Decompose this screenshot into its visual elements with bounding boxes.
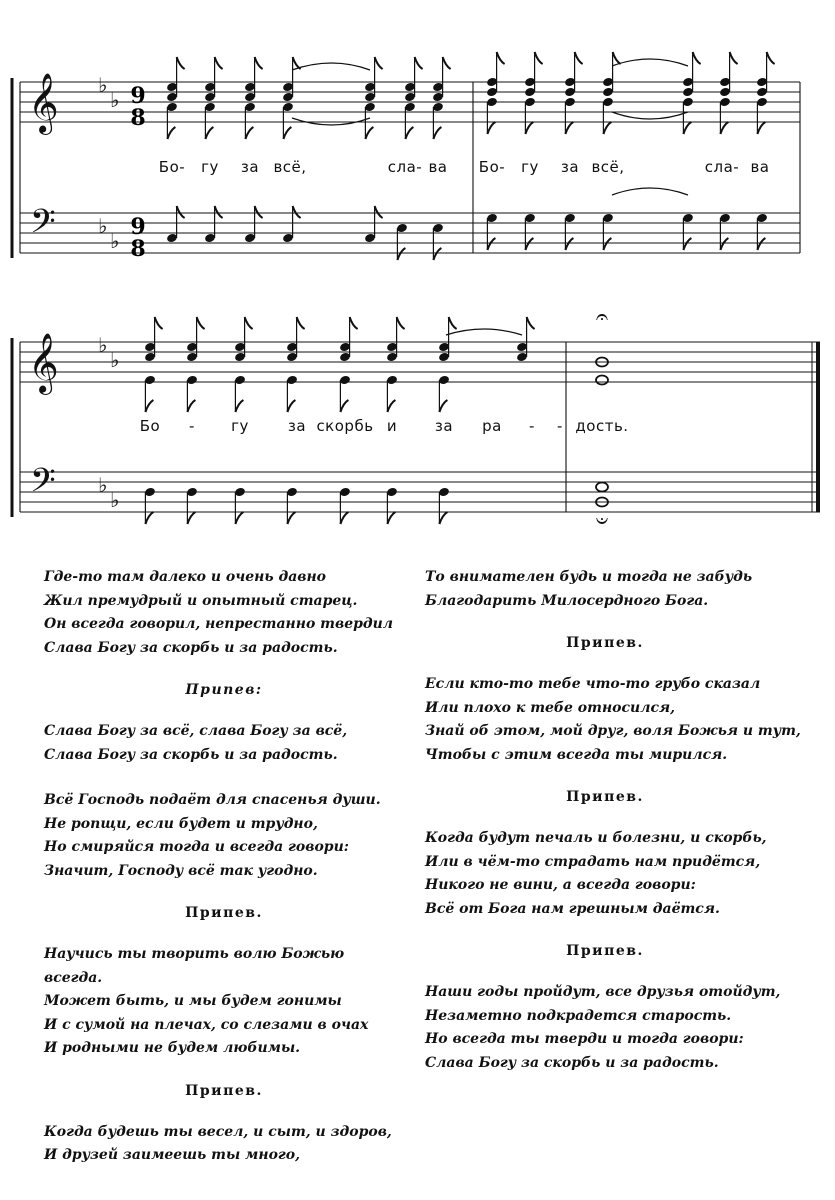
note-flag xyxy=(215,206,223,218)
stanza-line: Слава Богу за скорбь и за радость. xyxy=(44,746,338,763)
tie xyxy=(612,59,688,66)
flat-icon: ♭ xyxy=(98,214,108,238)
sheet-music xyxy=(0,0,835,540)
note-flag xyxy=(287,512,295,524)
flat-icon: ♭ xyxy=(110,348,120,372)
stanza xyxy=(425,566,805,613)
note-flag xyxy=(397,248,405,260)
note-flag xyxy=(525,238,533,250)
note-flag xyxy=(167,127,175,139)
stanza xyxy=(44,943,424,1061)
note-flag xyxy=(433,127,441,139)
stanza-line: Когда будут печаль и болезни, и скорбь, xyxy=(425,830,767,846)
lyric-syllable: Бо- xyxy=(158,158,186,176)
stanza-line: Слава Богу за скорбь и за радость. xyxy=(44,639,338,656)
time-sig-treble-bottom: 8 xyxy=(130,105,146,131)
stanza-line: Всё от Бога нам грешным даётся. xyxy=(425,900,720,917)
lyrics-left-column xyxy=(44,566,424,1190)
lyric-syllable: ва xyxy=(428,158,448,176)
note-flag xyxy=(527,317,535,329)
note-flag xyxy=(255,57,263,69)
note-flag xyxy=(757,238,765,250)
flat-icon: ♭ xyxy=(98,73,108,97)
note-flag xyxy=(535,52,543,64)
flat-icon: ♭ xyxy=(110,88,120,112)
flat-icon: ♭ xyxy=(110,488,120,512)
refrain-label: Припев. xyxy=(566,943,644,959)
note-flag xyxy=(235,512,243,524)
lyric-syllable: Бо- xyxy=(478,158,506,176)
stanza-line: Или в чём-то страдать нам придётся, xyxy=(425,853,761,870)
stanza-line: Если кто-то тебе что-то грубо сказал xyxy=(425,676,761,692)
lyric-syllable: всё, xyxy=(273,158,307,176)
note-flag xyxy=(603,122,611,134)
half-note-head xyxy=(596,376,608,385)
note-flag xyxy=(145,512,153,524)
lyrics-right-column xyxy=(425,566,805,1097)
note-flag xyxy=(197,317,205,329)
time-sig-bass-top: 9 xyxy=(130,214,146,240)
note-flag xyxy=(215,57,223,69)
bass-clef-icon: 𝄢 xyxy=(30,203,56,249)
refrain-label: Припев. xyxy=(566,635,644,651)
lyric-syllable: ва xyxy=(750,158,770,176)
note-flag xyxy=(397,317,405,329)
treble-clef-icon: 𝄞 xyxy=(28,333,59,393)
stanza-line: И друзей заимеешь ты много, xyxy=(44,1147,300,1163)
note-flag xyxy=(439,400,447,412)
treble-clef-icon: 𝄞 xyxy=(28,73,59,133)
note-flag xyxy=(145,400,153,412)
stanza-line: всегда. xyxy=(44,969,103,986)
note-flag xyxy=(575,52,583,64)
stanza-line: То внимателен будь и тогда не забудь xyxy=(425,569,753,585)
stanza-line: Не ропщи, если будет и трудно, xyxy=(44,815,318,832)
stanza-line: Но смиряйся тогда и всегда говори: xyxy=(44,839,349,855)
note-flag xyxy=(443,57,451,69)
note-flag xyxy=(297,317,305,329)
note-flag xyxy=(525,122,533,134)
note-flag xyxy=(405,127,413,139)
stanza xyxy=(44,566,424,660)
stanza-line: Значит, Господу всё так угодно. xyxy=(44,862,318,879)
note-flag xyxy=(449,317,457,329)
note-flag xyxy=(439,512,447,524)
refrain-label: Припев. xyxy=(185,1082,263,1099)
lyric-syllable: за xyxy=(287,417,307,435)
lyric-syllable: всё, xyxy=(591,158,625,176)
stanza-line: Жил премудрый и опытный старец. xyxy=(44,592,358,609)
note-flag xyxy=(497,52,505,64)
tie xyxy=(292,63,370,70)
lyric-syllable: за xyxy=(240,158,260,176)
note-flag xyxy=(245,317,253,329)
note-flag xyxy=(387,512,395,524)
stanza xyxy=(44,720,424,767)
note-flag xyxy=(757,122,765,134)
time-sig-treble-top: 9 xyxy=(130,83,146,109)
lyric-syllable: гу xyxy=(201,158,219,176)
lyric-syllable: и xyxy=(386,417,398,435)
note-flag xyxy=(293,206,301,218)
flat-icon: ♭ xyxy=(110,229,120,253)
flat-icon: ♭ xyxy=(98,473,108,497)
stanza xyxy=(44,1121,424,1168)
note-flag xyxy=(683,238,691,250)
note-flag xyxy=(245,127,253,139)
note-flag xyxy=(487,238,495,250)
note-flag xyxy=(720,238,728,250)
stanza xyxy=(44,789,424,883)
half-note-head xyxy=(596,483,608,492)
tie xyxy=(612,112,688,119)
stanza xyxy=(425,981,805,1075)
stanza-line: Но всегда ты тверди и тогда говори: xyxy=(425,1031,744,1047)
lyric-syllable: сла- xyxy=(704,158,740,176)
note-flag xyxy=(340,400,348,412)
note-flag xyxy=(187,400,195,412)
lyric-syllable: - xyxy=(189,417,195,435)
tie xyxy=(446,329,522,335)
stanza-line: И родными не будем любимы. xyxy=(44,1040,301,1056)
stanza-line: Слава Богу за всё, слава Богу за всё, xyxy=(44,723,348,739)
stanza-line: Может быть, и мы будем гонимы xyxy=(44,993,342,1009)
note-flag xyxy=(693,52,701,64)
note-flag xyxy=(255,206,263,218)
note-flag xyxy=(613,52,621,64)
stanza-line: Когда будешь ты весел, и сыт, и здоров, xyxy=(44,1123,392,1140)
note-flag xyxy=(155,317,163,329)
lyric-syllable: Бо xyxy=(139,417,161,435)
stanza-line: Слава Богу за скорбь и за радость. xyxy=(425,1054,719,1071)
stanza-line: Научись ты творить волю Божью xyxy=(44,946,345,962)
stanza-line: Чтобы с этим всегда ты мирился. xyxy=(425,746,728,763)
note-flag xyxy=(205,127,213,139)
note-flag xyxy=(603,238,611,250)
stanza xyxy=(425,827,805,921)
time-sig-bass-bottom: 8 xyxy=(130,236,146,262)
lyric-syllable: гу xyxy=(521,158,539,176)
stanza-line: Никого не вини, а всегда говори: xyxy=(425,877,696,893)
lyric-syllable: - xyxy=(557,417,563,435)
lyric-syllable: скорбь xyxy=(316,417,374,435)
note-flag xyxy=(415,57,423,69)
note-flag xyxy=(177,57,185,69)
note-flag xyxy=(177,206,185,218)
bass-clef-icon: 𝄢 xyxy=(30,462,56,508)
lyric-syllable: сла- xyxy=(387,158,423,176)
lyric-syllable: за xyxy=(434,417,454,435)
fermata-icon: 𝄐 xyxy=(595,508,609,533)
note-flag xyxy=(187,512,195,524)
lyric-syllable: за xyxy=(560,158,580,176)
stanza-line: И с сумой на плечах, со слезами в очах xyxy=(44,1016,369,1033)
note-flag xyxy=(387,400,395,412)
note-flag xyxy=(375,206,383,218)
note-flag xyxy=(720,122,728,134)
note-flag xyxy=(375,57,383,69)
note-flag xyxy=(287,400,295,412)
tie xyxy=(612,188,688,195)
note-flag xyxy=(487,122,495,134)
note-flag xyxy=(565,238,573,250)
note-flag xyxy=(433,248,441,260)
stanza-line: Наши годы пройдут, все друзья отойдут, xyxy=(425,984,781,1000)
refrain-label: Припев. xyxy=(185,905,263,921)
stanza-line: Он всегда говорил, непрестанно твердил xyxy=(44,616,394,632)
refrain-label: Припев. xyxy=(566,789,644,805)
stanza-line: Незаметно подкрадется старость. xyxy=(425,1007,732,1024)
note-flag xyxy=(235,400,243,412)
stanza-line: Всё Господь подаёт для спасенья души. xyxy=(44,792,381,808)
fermata-icon: 𝄐 xyxy=(595,305,609,330)
note-flag xyxy=(683,122,691,134)
note-flag xyxy=(340,512,348,524)
stanza-line: Благодарить Милосердного Бога. xyxy=(425,592,709,609)
note-flag xyxy=(767,52,775,64)
lyric-syllable: дость. xyxy=(575,417,629,435)
flat-icon: ♭ xyxy=(98,333,108,357)
note-flag xyxy=(283,127,291,139)
stanza-line: Или плохо к тебе относился, xyxy=(425,699,675,716)
lyric-syllable: - xyxy=(529,417,535,435)
stanza xyxy=(425,673,805,767)
stanza-line: Где-то там далеко и очень давно xyxy=(44,569,327,585)
refrain-label: Припев: xyxy=(185,682,263,698)
lyric-syllable: гу xyxy=(231,417,249,435)
stanza-line: Знай об этом, мой друг, воля Божья и тут, xyxy=(425,723,801,739)
lyric-syllable: ра xyxy=(482,417,502,435)
note-flag xyxy=(565,122,573,134)
note-flag xyxy=(730,52,738,64)
note-flag xyxy=(365,127,373,139)
note-flag xyxy=(350,317,358,329)
